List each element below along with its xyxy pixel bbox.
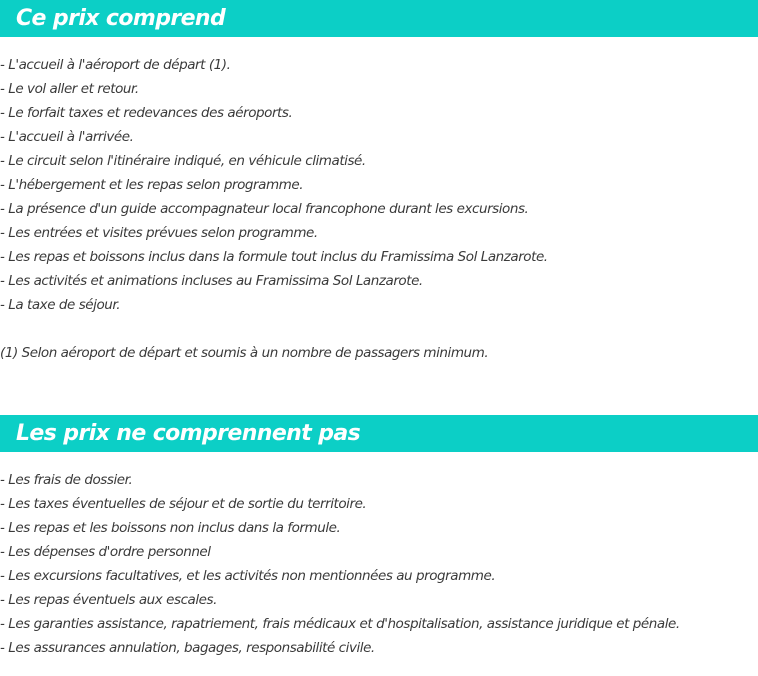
list-item: - Le forfait taxes et redevances des aéroports. [0, 105, 293, 121]
list-item: - L'accueil à l'aéroport de départ (1). [0, 57, 231, 73]
list-item: - Les entrées et visites prévues selon programme. [0, 225, 318, 241]
list-item: - Les dépenses d'ordre personnel [0, 544, 211, 560]
list-item: - Les frais de dossier. [0, 472, 133, 488]
airport-footnote: (1) Selon aéroport de départ et soumis à un nombre de passagers minimum. [0, 345, 489, 361]
list-item: - Les excursions facultatives, et les activités non mentionnées au programme. [0, 568, 496, 584]
list-item: - Les repas et les boissons non inclus dans la formule. [0, 520, 341, 536]
list-item: - L'hébergement et les repas selon programme. [0, 177, 304, 193]
list-item: - Les activités et animations incluses au Framissima Sol Lanzarote. [0, 273, 423, 289]
excluded-section-title: Les prix ne comprennent pas [0, 415, 758, 452]
list-item: - Les garanties assistance, rapatriement, frais médicaux et d'hospitalisation, assistance juridique et pénale. [0, 616, 680, 632]
list-item: - Les assurances annulation, bagages, responsabilité civile. [0, 640, 375, 656]
included-list [0, 53, 548, 317]
list-item: - Les taxes éventuelles de séjour et de sortie du territoire. [0, 496, 367, 512]
list-item: - Les repas éventuels aux escales. [0, 592, 217, 608]
included-section-title: Ce prix comprend [0, 0, 758, 37]
list-item: - La taxe de séjour. [0, 297, 121, 313]
list-item: - Le vol aller et retour. [0, 81, 139, 97]
excluded-list [0, 468, 680, 660]
list-item: - La présence d'un guide accompagnateur local francophone durant les excursions. [0, 201, 529, 217]
list-item: - L'accueil à l'arrivée. [0, 129, 134, 145]
list-item: - Le circuit selon l'itinéraire indiqué, en véhicule climatisé. [0, 153, 366, 169]
list-item: - Les repas et boissons inclus dans la formule tout inclus du Framissima Sol Lanzarote. [0, 249, 548, 265]
